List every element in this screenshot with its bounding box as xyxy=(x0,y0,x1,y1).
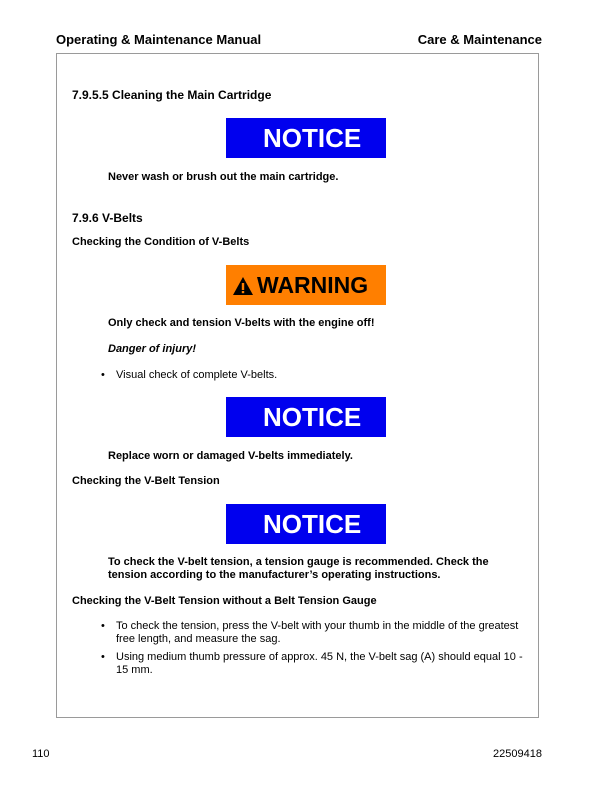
bullet-text-line1: To check the tension, press the V-belt with your thumb in the middle of the greatest xyxy=(116,620,519,632)
notice-text-replace: Replace worn or damaged V-belts immediately. xyxy=(108,450,353,462)
notice-text-gauge-line1: To check the V-belt tension, a tension gauge is recommended. Check the xyxy=(108,556,489,568)
header-manual-title: Operating & Maintenance Manual xyxy=(56,32,262,47)
bullet-text: Visual check of complete V-belts. xyxy=(116,369,278,381)
danger-text: Danger of injury! xyxy=(108,343,197,355)
heading-tension-without-gauge: Checking the V-Belt Tension without a Belt Tension Gauge xyxy=(72,595,377,607)
notice-banner-2: NOTICE xyxy=(226,397,386,437)
warning-banner xyxy=(226,265,386,305)
bullet-text-line1: Using medium thumb pressure of approx. 45 N, the V-belt sag (A) should equal 10 - xyxy=(116,651,523,663)
notice-banner-3: NOTICE xyxy=(226,504,386,544)
bullet-dot: • xyxy=(101,620,105,632)
notice-text-gauge-line2: tension according to the manufacturer’s operating instructions. xyxy=(108,569,441,581)
heading-cleaning-main-cartridge: 7.9.5.5 Cleaning the Main Cartridge xyxy=(72,88,272,102)
heading-checking-tension: Checking the V-Belt Tension xyxy=(72,475,220,487)
heading-checking-condition: Checking the Condition of V-Belts xyxy=(72,236,250,248)
bullet-dot: • xyxy=(101,651,105,663)
warning-triangle-icon xyxy=(232,276,254,296)
page-number: 110 xyxy=(32,748,50,760)
notice-text-cartridge: Never wash or brush out the main cartridge. xyxy=(108,171,339,183)
bullet-dot: • xyxy=(101,369,105,381)
bullet-text-line2: 15 mm. xyxy=(116,664,153,676)
heading-v-belts: 7.9.6 V-Belts xyxy=(72,211,143,225)
warning-text: Only check and tension V-belts with the engine off! xyxy=(108,317,375,329)
document-number: 22509418 xyxy=(493,748,542,760)
warning-label: WARNING xyxy=(257,272,369,298)
bullet-text-line2: free length, and measure the sag. xyxy=(116,633,281,645)
notice-banner-1: NOTICE xyxy=(226,118,386,158)
header-section-title: Care & Maintenance xyxy=(417,32,542,47)
